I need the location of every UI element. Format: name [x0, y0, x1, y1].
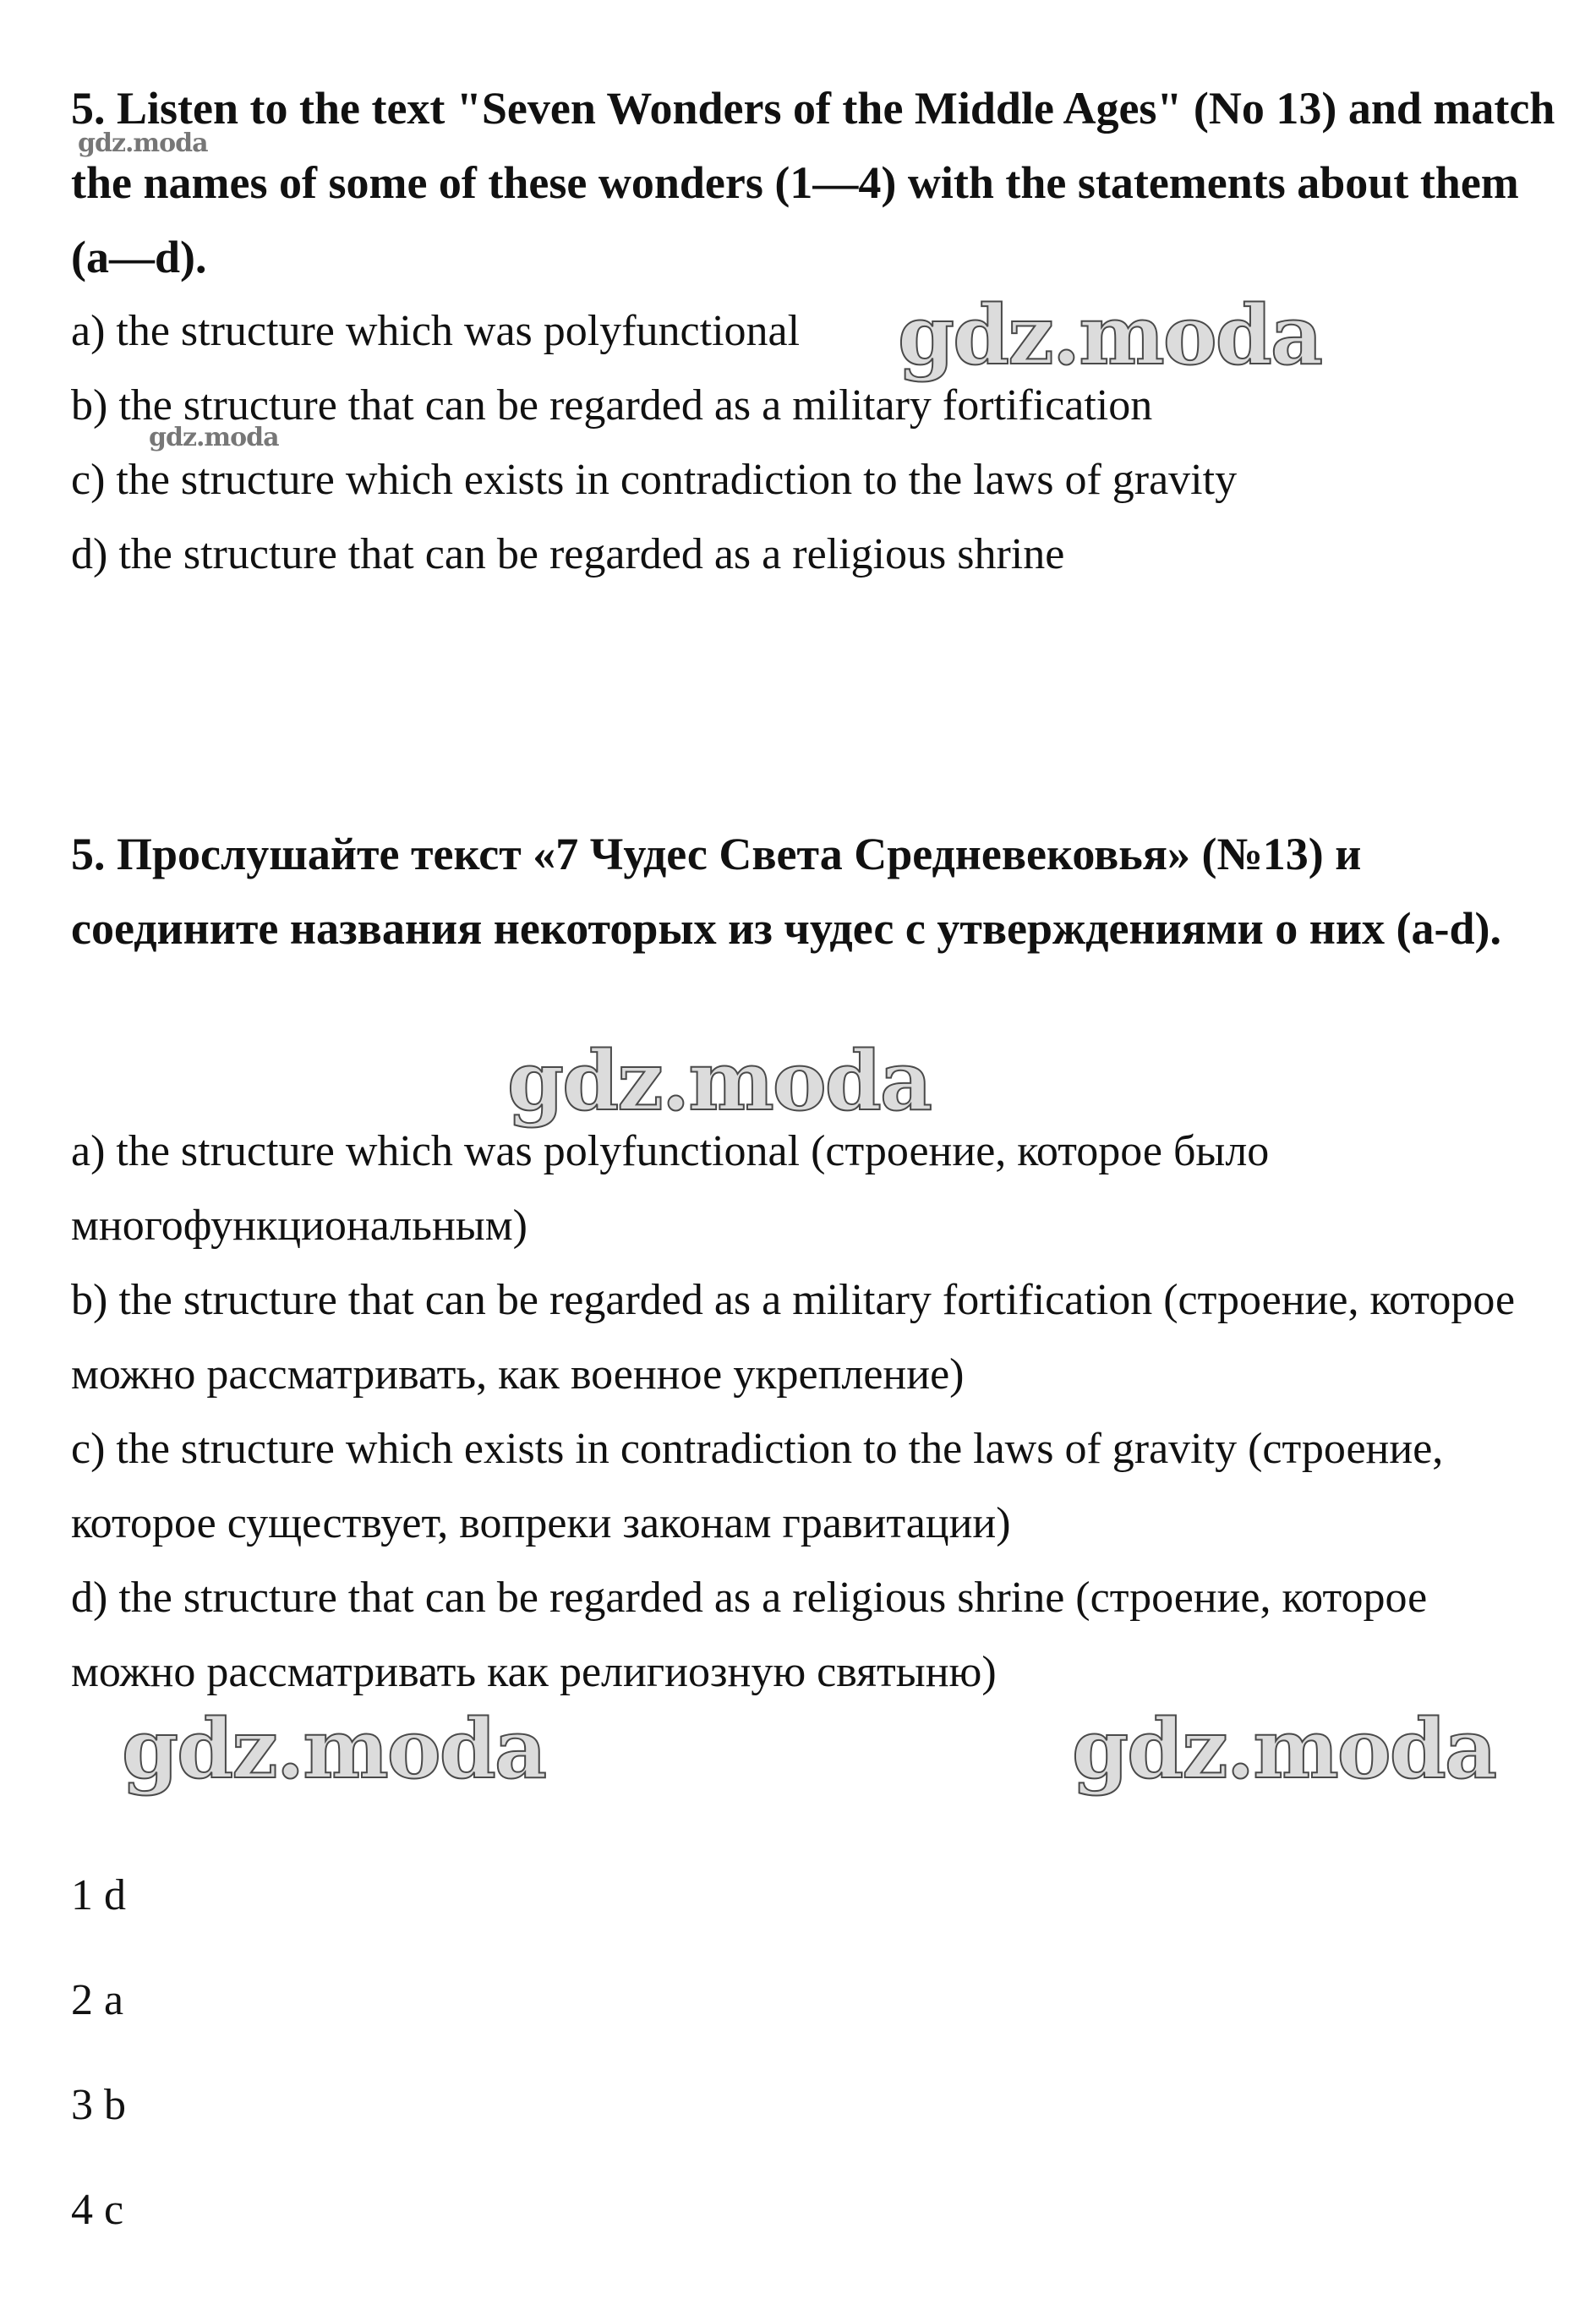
watermark-small: gdz.moda [149, 423, 279, 452]
english-task-heading: 5. Listen to the text "Seven Wonders of the Middle Ages" (No 13) and match the names of some of these wonders (1—4) with the statements about them (a—d). [71, 83, 1555, 282]
answer-1: 1 d [71, 1871, 126, 1919]
russian-statement-b: b) the structure that can be regarded as a military fortification (строение, которое можно рассматривать, как военное укрепление) [71, 1276, 1516, 1399]
english-statement-d: d) the structure that can be regarded as a religious shrine [71, 530, 1065, 578]
watermark-large: gdz.moda [1072, 1701, 1496, 1797]
russian-statement-c: c) the structure which exists in contradiction to the laws of gravity (строение, которое существует, вопреки законам гравитации) [71, 1425, 1444, 1547]
english-statement-c: c) the structure which exists in contradiction to the laws of gravity [71, 456, 1238, 504]
watermark-large: gdz.moda [898, 287, 1322, 383]
watermark-large: gdz.moda [122, 1701, 546, 1797]
watermark-small: gdz.moda [78, 129, 208, 158]
answer-3: 3 b [71, 2081, 126, 2129]
answer-2: 2 a [71, 1976, 124, 2024]
english-statement-a: a) the structure which was polyfunctional [71, 307, 801, 355]
watermark-large: gdz.moda [507, 1033, 932, 1129]
russian-statements-list [71, 1114, 1559, 1710]
answers-list [71, 1843, 126, 2263]
english-statement-b: b) the structure that can be regarded as a military fortification [71, 381, 1153, 430]
russian-statement-a: a) the structure which was polyfunctional (строение, которое было многофункциональным) [71, 1127, 1270, 1250]
answer-4: 4 c [71, 2186, 124, 2234]
russian-task-heading: 5. Прослушайте текст «7 Чудес Света Средневековья» (№13) и соедините названия некоторых из чудес с утверждениями о них (a-d). [71, 829, 1501, 954]
russian-statement-d: d) the structure that can be regarded as a religious shrine (строение, которое можно рассматривать как религиозную святыню) [71, 1574, 1428, 1696]
